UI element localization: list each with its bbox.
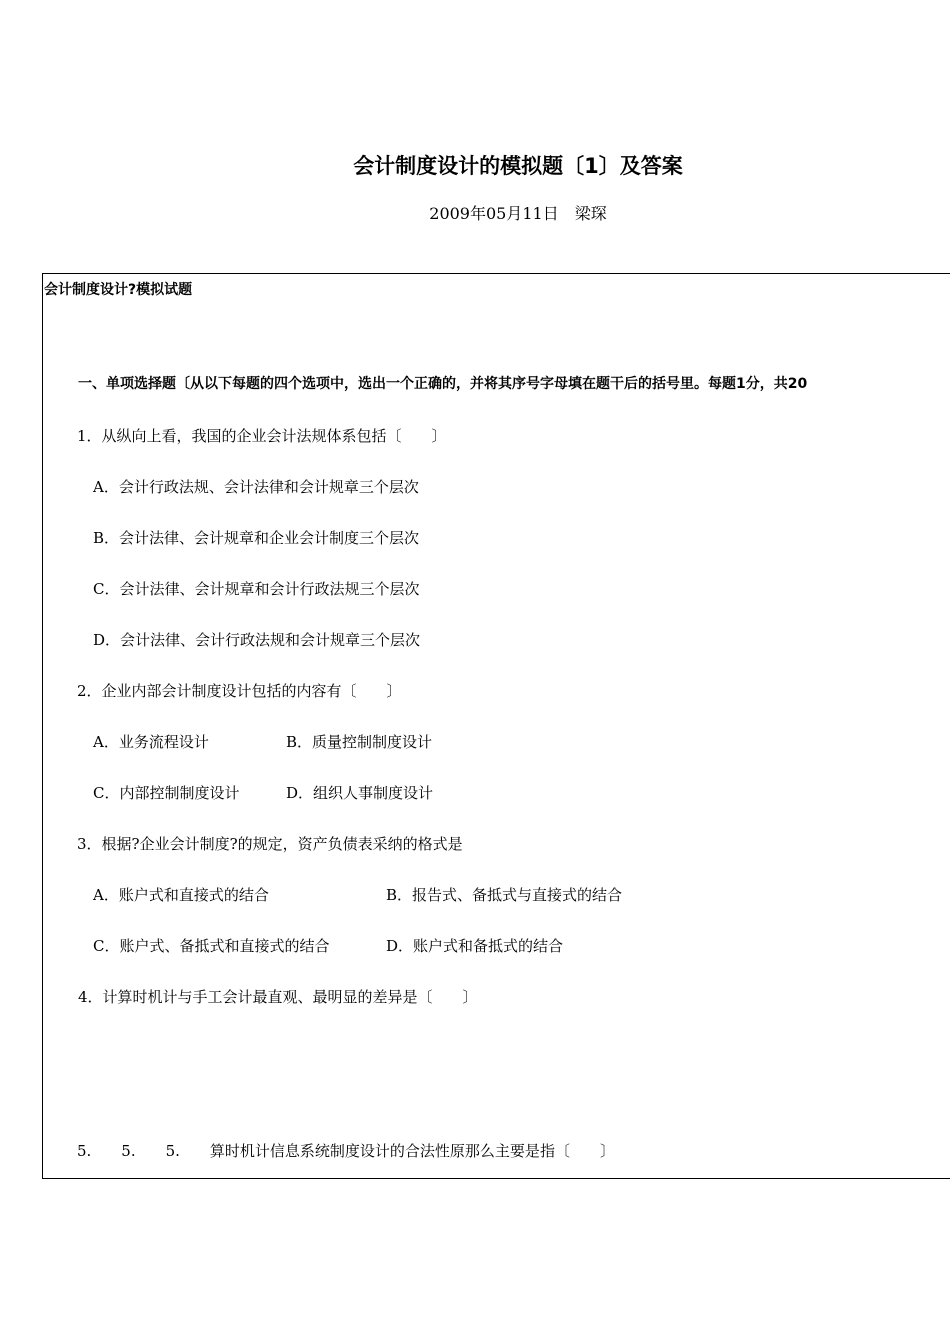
question-3-option-c: C．账户式、备抵式和直接式的结合 [93,937,330,955]
question-1-option-a: A．会计行政法规、会计法律和会计规章三个层次 [93,478,419,496]
question-2-option-b: B．质量控制制度设计 [286,733,433,751]
question-3-option-b: B．报告式、备抵式与直接式的结合 [386,886,623,904]
question-2-option-a: A．业务流程设计 [93,733,209,751]
question-1-option-c: C．会计法律、会计规章和会计行政法规三个层次 [93,580,420,598]
question-1-option-b: B．会计法律、会计规章和企业会计制度三个层次 [93,529,420,547]
question-3-stem: 3．根据?企业会计制度?的规定，资产负债表采纳的格式是 [77,835,463,853]
question-1-stem: 1．从纵向上看，我国的企业会计法规体系包括〔 〕 [77,427,447,445]
question-1-option-d: D．会计法律、会计行政法规和会计规章三个层次 [93,631,421,649]
section-heading: 一、单项选择题〔从以下每题的四个选项中，选出一个正确的，并将其序号字母填在题干后的括号里。每题1分，共20 [78,376,808,392]
question-2-option-d: D．组织人事制度设计 [286,784,434,802]
question-5-stem: 5. 5. 5. 算时机计信息系统制度设计的合法性原那么主要是指〔 〕 [77,1142,615,1160]
question-3-option-d: D．账户式和备抵式的结合 [386,937,564,955]
exam-box [42,273,950,1179]
question-2-option-c: C．内部控制制度设计 [93,784,240,802]
question-2-stem: 2．企业内部会计制度设计包括的内容有〔 〕 [77,682,402,700]
question-3-option-a: A．账户式和直接式的结合 [93,886,269,904]
document-title: 会计制度设计的模拟题〔1〕及答案 [353,154,683,178]
question-4-stem: 4．计算时机计与手工会计最直观、最明显的差异是〔 〕 [78,988,478,1006]
exam-heading: 会计制度设计?模拟试题 [44,282,193,298]
document-subtitle: 2009年05月11日 梁琛 [429,204,607,223]
